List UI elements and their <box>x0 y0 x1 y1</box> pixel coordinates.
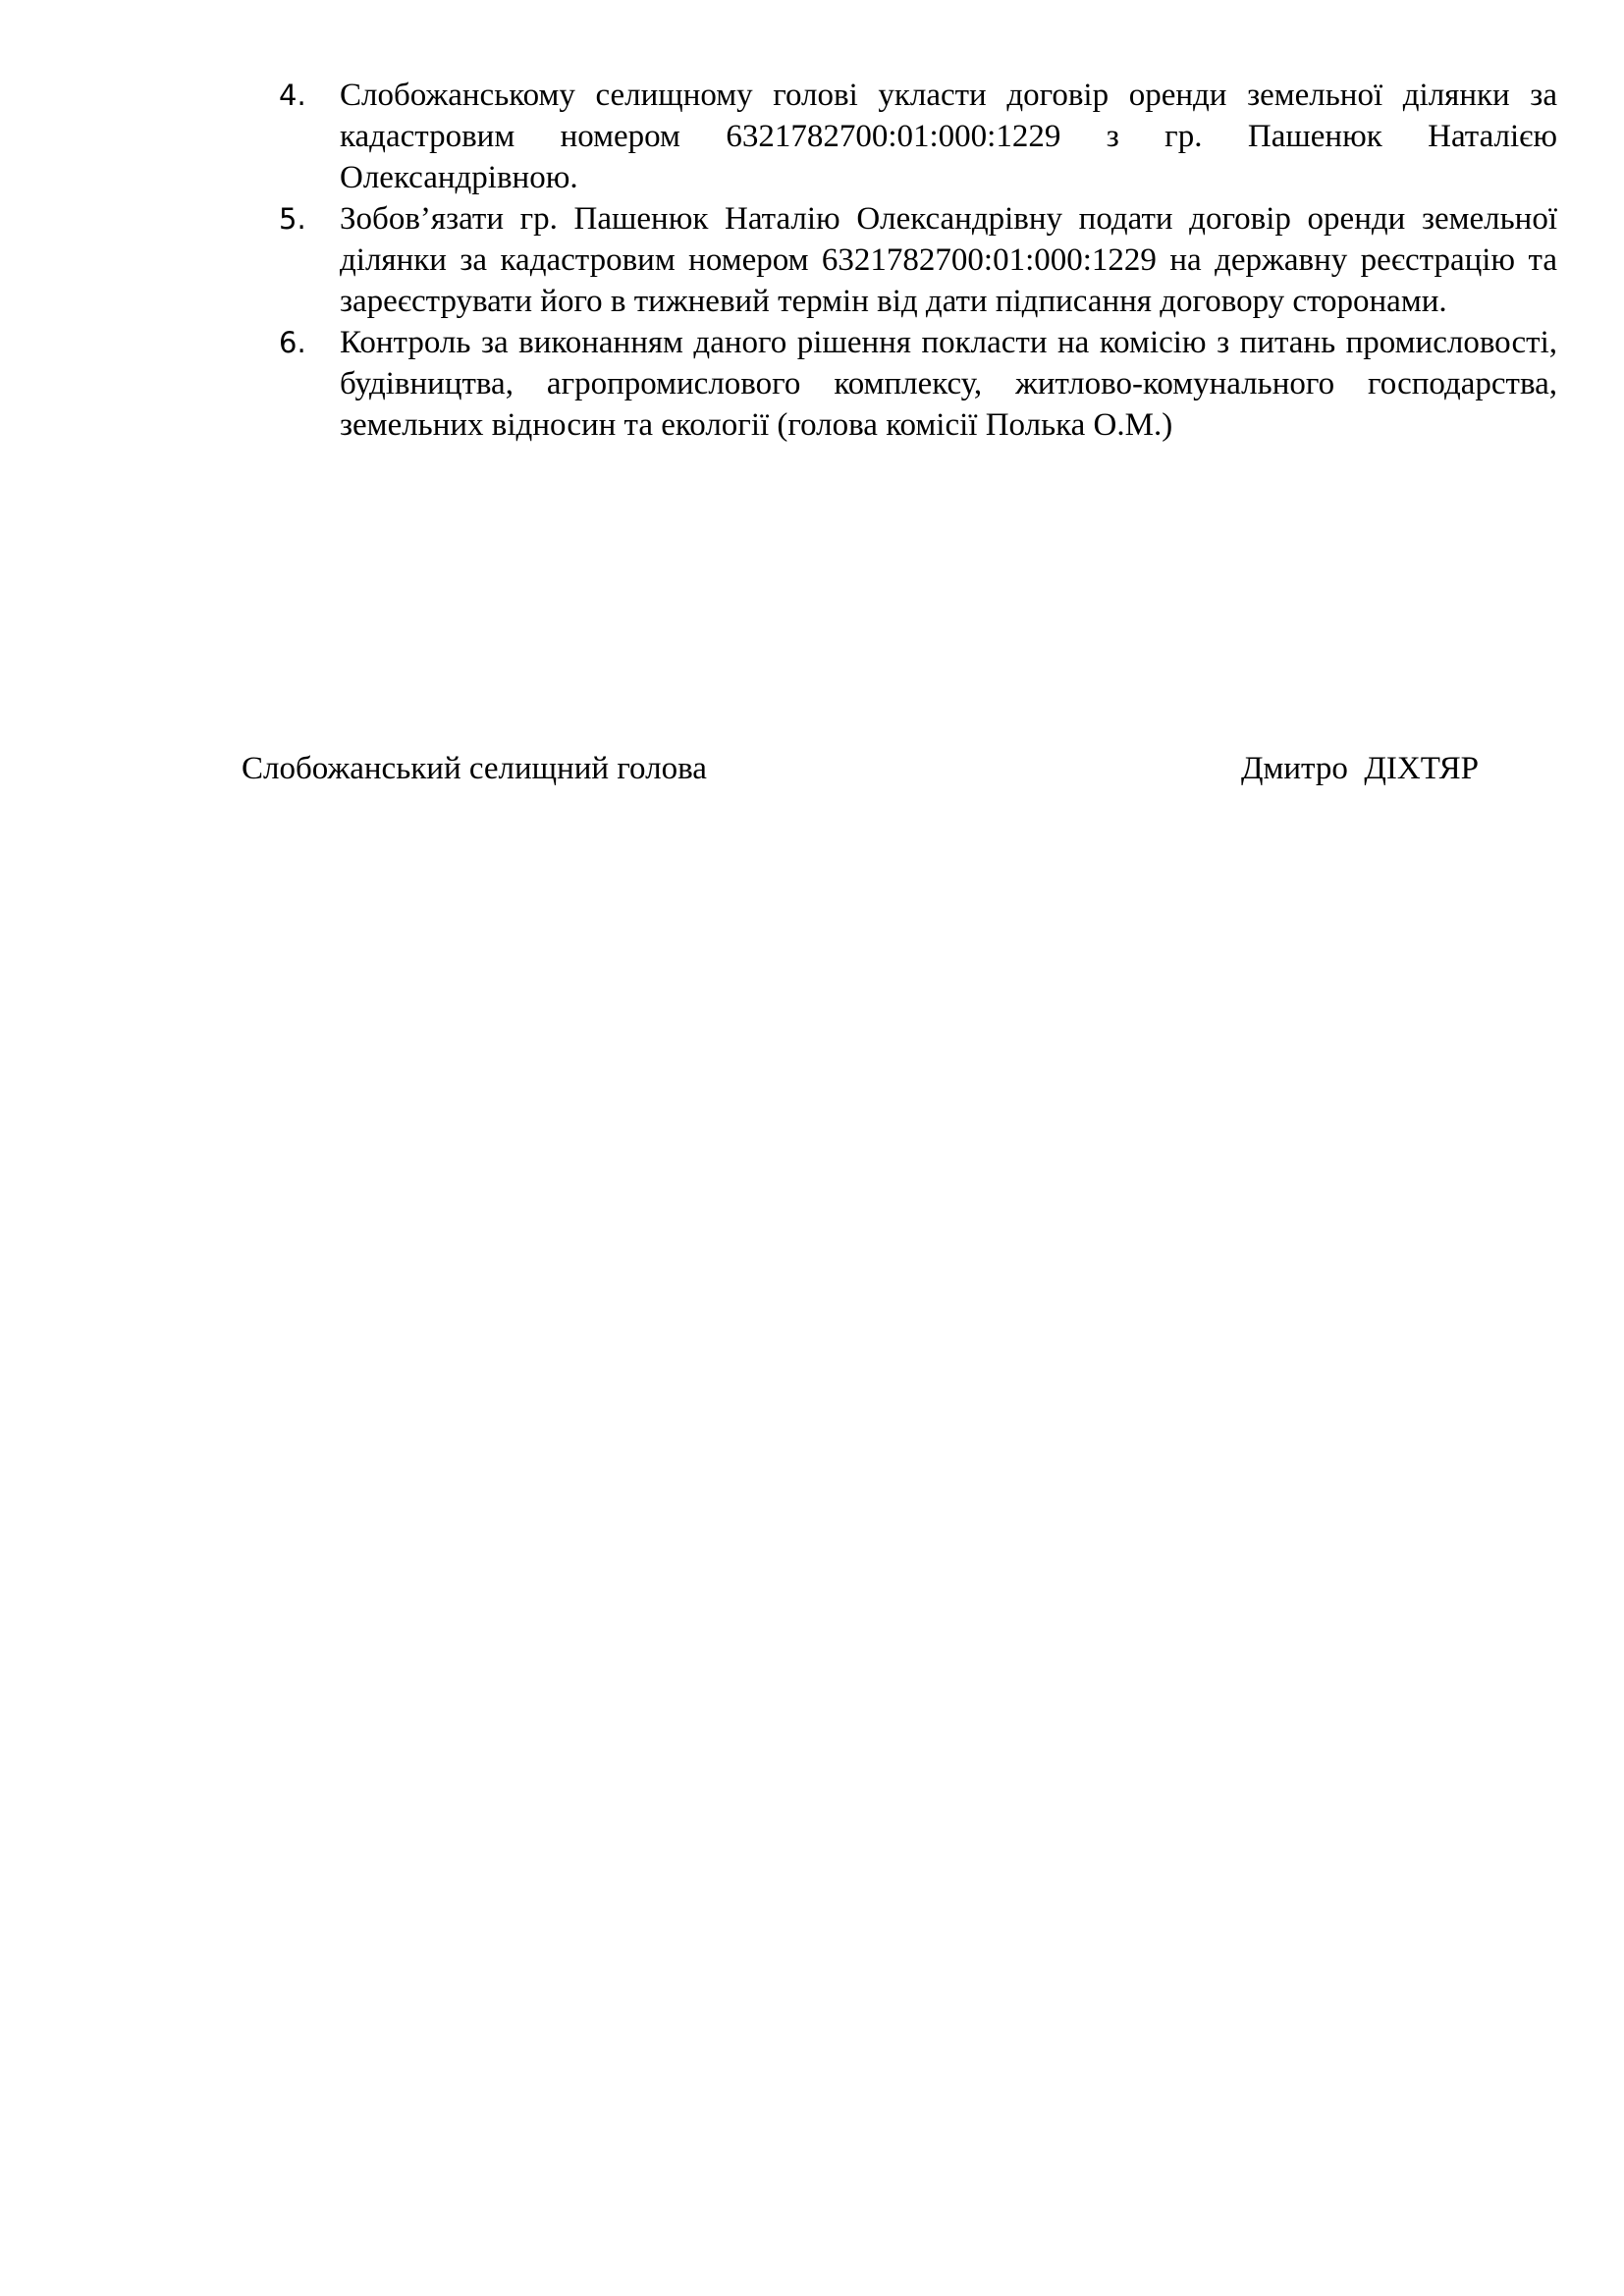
list-item <box>279 75 1557 198</box>
signatory-name: Дмитро ДІХТЯР <box>1241 751 1479 786</box>
item-number: 4. <box>279 79 306 112</box>
item-text: Зобов’язати гр. Пашенюк Наталію Олександрівну подати договір оренди земельної ділянки за кадастровим номером 6321782700:01:000:1229 на державну реєстрацію та зареєструвати його в тижневий термін від дати підписання договору сторонами. <box>340 201 1557 319</box>
decision-list <box>279 75 1557 446</box>
item-text: Слобожанському селищному голові укласти договір оренди земельної ділянки за кадастровим номером 6321782700:01:000:1229 з гр. Пашенюк Наталією Олександрівною. <box>340 78 1557 195</box>
item-number: 5. <box>279 202 306 236</box>
list-item <box>279 198 1557 322</box>
list-item <box>279 322 1557 446</box>
item-number: 6. <box>279 326 306 359</box>
signatory-title: Слобожанський селищний голова <box>242 751 707 786</box>
signature-block <box>242 748 1518 793</box>
item-text: Контроль за виконанням даного рішення покласти на комісію з питань промисловості, будівництва, агропромислового комплексу, житлово-комунального господарства, земельних відносин та екології (голова комісії Полька О.М.) <box>340 325 1557 443</box>
